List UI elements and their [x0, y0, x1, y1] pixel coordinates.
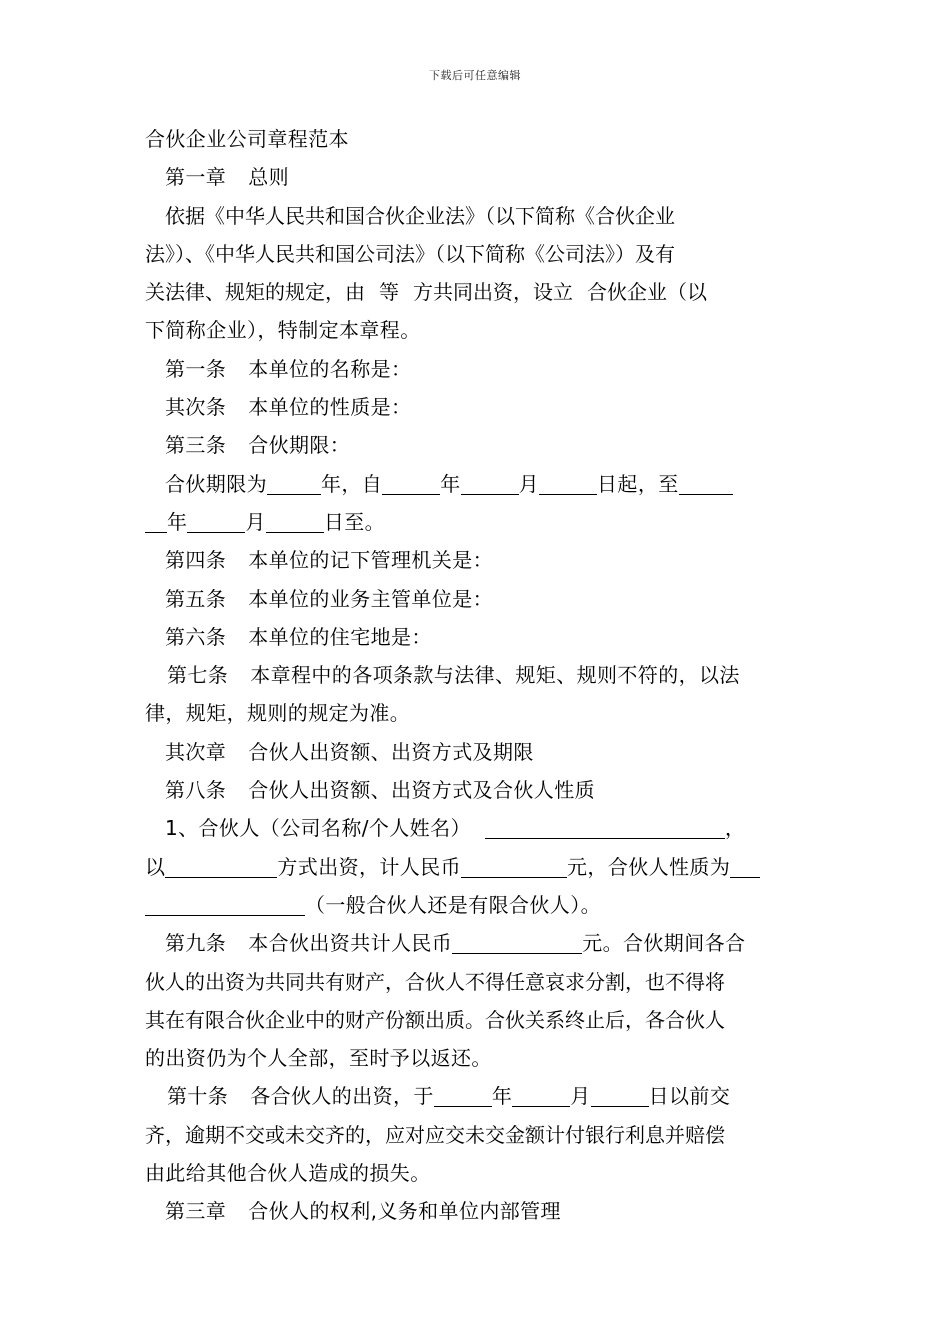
blank-field — [145, 889, 305, 916]
article-9-line-1: 第九条 本合伙出资共计人民币 元。合伙期间各合 — [145, 924, 810, 962]
article-3: 第三条 合伙期限： — [165, 433, 351, 458]
article-7-line-2: 律，规矩，规则的规定为准。 — [145, 701, 411, 726]
chapter-1-heading: 第一章 总则 — [165, 165, 290, 190]
blank-field — [267, 468, 321, 495]
partner-line-1: 1、合伙人（公司名称/个人姓名） ， — [145, 809, 810, 847]
document-title: 合伙企业公司章程范本 — [145, 127, 349, 151]
blank-field — [730, 851, 760, 878]
article-1: 第一条 本单位的名称是： — [165, 356, 412, 381]
intro-line-2: 法》）、《中华人民共和国公司法》（以下简称《公司法》）及有 — [145, 241, 675, 266]
blank-field — [434, 1080, 492, 1107]
document-body — [145, 120, 810, 1231]
page-header: 下载后可任意编辑 — [429, 69, 521, 82]
article-7-line-1: 第七条 本章程中的各项条款与法律、规矩、规则不符的，以法 — [167, 663, 740, 688]
blank-field — [461, 851, 567, 878]
article-9-line-4: 的出资仍为个人全部，至时予以返还。 — [145, 1046, 492, 1071]
blank-field — [165, 851, 277, 878]
blank-field — [382, 468, 440, 495]
blank-field — [679, 468, 733, 495]
blank-field — [512, 1080, 570, 1107]
blank-field — [145, 506, 167, 533]
blank-field — [266, 506, 324, 533]
blank-field — [539, 468, 597, 495]
article-9-line-2: 伙人的出资为共同共有财产，合伙人不得任意哀求分割，也不得将 — [145, 969, 725, 994]
article-9-line-3: 其在有限合伙企业中的财产份额出质。合伙关系终止后，各合伙人 — [145, 1007, 725, 1032]
article-5: 第五条 本单位的业务主管单位是： — [165, 586, 494, 611]
partner-line-3: （一般合伙人还是有限合伙人）。 — [145, 886, 810, 924]
blank-field — [452, 927, 582, 954]
article-10-line-2: 齐，逾期不交或未交齐的，应对应交未交金额计付银行利息并赔偿 — [145, 1122, 725, 1147]
term-line-2: 年 月 日至。 — [145, 503, 810, 541]
article-10-line-3: 由此给其他合伙人造成的损失。 — [145, 1161, 431, 1186]
article-10-line-1: 第十条 各合伙人的出资，于 年 月 日以前交 — [145, 1077, 810, 1115]
partner-line-2: 以 方式出资，计人民币 元，合伙人性质为 — [145, 848, 810, 886]
intro-line-1: 依据《中华人民共和国合伙企业法》（以下简称《合伙企业 — [165, 203, 675, 228]
blank-field — [461, 468, 519, 495]
intro-line-4: 下简称企业），特制定本章程。 — [145, 318, 421, 343]
intro-line-3: 关法律、规矩的规定，由 等 方共同出资，设立 合伙企业（以 — [145, 280, 707, 305]
article-8: 第八条 合伙人出资额、出资方式及合伙人性质 — [165, 778, 596, 803]
blank-field — [591, 1080, 649, 1107]
chapter-3-heading: 第三章 合伙人的权利,义务和单位内部管理 — [165, 1199, 561, 1224]
blank-field — [485, 812, 725, 839]
article-6: 第六条 本单位的住宅地是： — [165, 624, 432, 649]
article-4: 第四条 本单位的记下管理机关是： — [165, 548, 494, 573]
term-line-1: 合伙期限为 年，自 年 月 日起，至 — [145, 465, 810, 503]
blank-field — [187, 506, 245, 533]
article-2: 其次条 本单位的性质是： — [165, 395, 412, 420]
chapter-2-heading: 其次章 合伙人出资额、出资方式及期限 — [165, 739, 534, 764]
